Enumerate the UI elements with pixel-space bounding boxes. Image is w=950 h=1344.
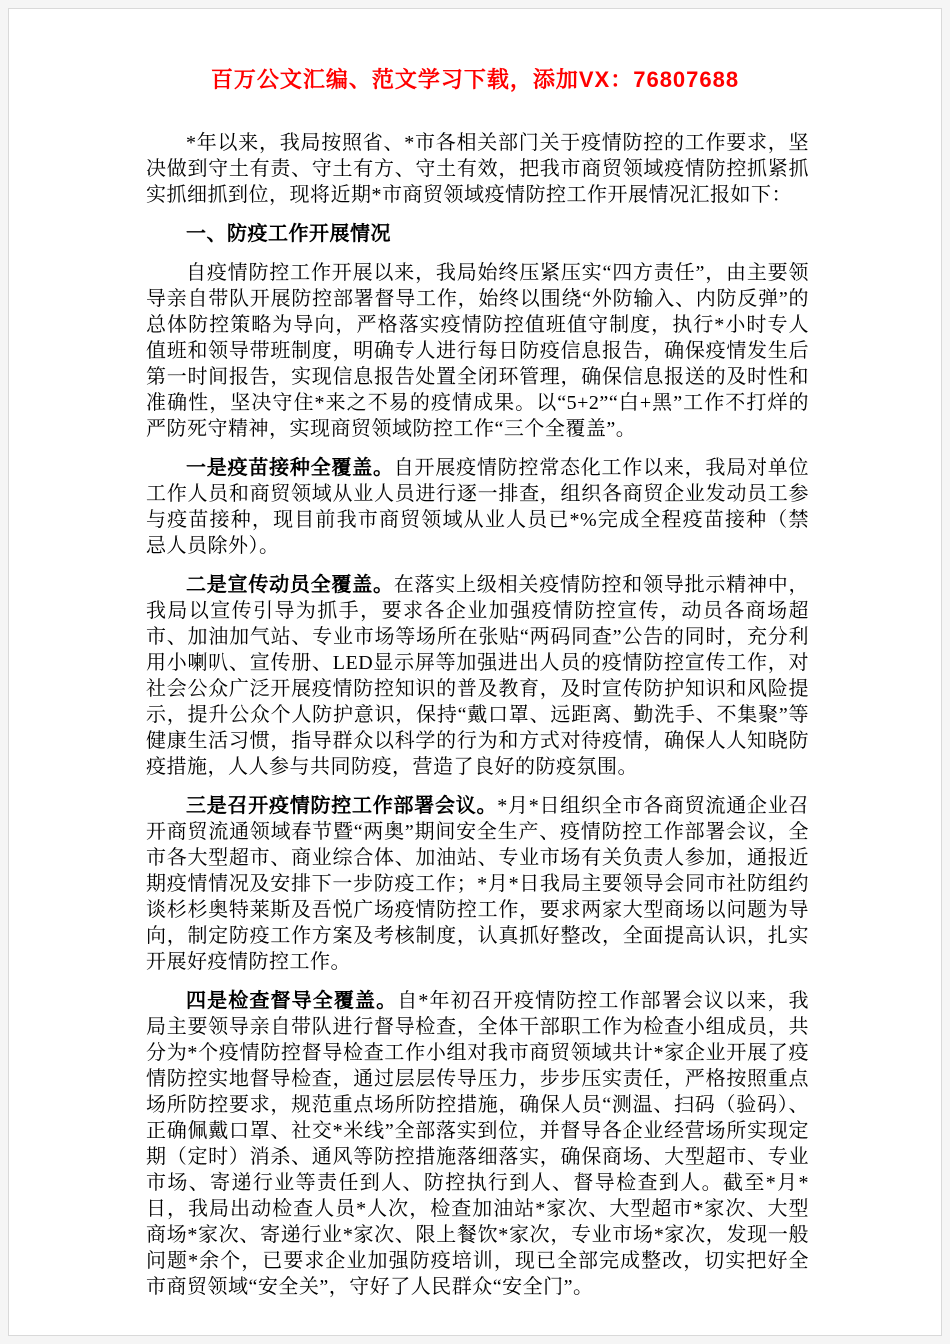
paragraph: 二是宣传动员全覆盖。在落实上级相关疫情防控和领导批示精神中，我局以宣传引导为抓手，要求各企业加强疫情防控宣传，动员各商场超市、加油加气站、专业市场等场所在张贴“两码同查”公告的同时，充分利用小喇叭、宣传册、LED显示屏等加强进出人员的疫情防控宣传工作，对社会公众广泛开展疫情防控知识的普及教育，及时宣传防护知识和风险提示，提升公众个人防护意识，保持“戴口罩、远距离、勤洗手、不集聚”等健康生活习惯，指导群众以科学的行为和方式对待疫情，确保人人知晓防疫措施，人人参与共同防疫，营造了良好的防疫氛围。 [146, 574, 810, 778]
paragraph-lead: 一是疫苗接种全覆盖。 [186, 457, 394, 479]
paragraph: 自疫情防控工作开展以来，我局始终压紧压实“四方责任”，由主要领导亲自带队开展防控部署督导工作，始终以围绕“外防输入、内防反弹”的总体防控策略为导向，严格落实疫情防控值班值守制度，执行*小时专人值班和领导带班制度，明确专人进行每日防疫信息报告，确保疫情发生后第一时间报告，实现信息报告处置全闭环管理，确保信息报送的及时性和准确性，坚决守住*来之不易的疫情成果。以“5+2”“白+黑”工作不打烊的严防死守精神，实现商贸领域防控工作“三个全覆盖”。 [146, 262, 809, 440]
paragraph-lead: 四是检查督导全覆盖。 [186, 990, 398, 1012]
paragraph-lead: 二是宣传动员全覆盖。 [186, 574, 394, 596]
paragraph-lead: 一、防疫工作开展情况 [186, 223, 391, 245]
paragraph: 四是检查督导全覆盖。自*年初召开疫情防控工作部署会议以来，我局主要领导亲自带队进行督导检查，全体干部职工作为检查小组成员，共分为*个疫情防控督导检查工作小组对我市商贸领域共计*家企业开展了疫情防控实地督导检查，通过层层传导压力，步步压实责任，严格按照重点场所防控要求，规范重点场所防控措施，确保人员“测温、扫码（验码）、正确佩戴口罩、社交*米线”全部落实到位，并督导各企业经营场所实现定期（定时）消杀、通风等防控措施落细落实，确保商场、大型超市、专业市场、寄递行业等责任到人、防控执行到人、督导检查到人。截至*月*日，我局出动检查人员*人次，检查加油站*家次、大型超市*家次、大型商场*家次、寄递行业*家次、限上餐饮*家次，专业市场*家次，发现一般问题*余个，已要求企业加强防疫培训，现已全部完成整改，切实把好全市商贸领域“安全关”，守好了人民群众“安全门”。 [146, 990, 810, 1298]
paragraph: 一是疫苗接种全覆盖。自开展疫情防控常态化工作以来，我局对单位工作人员和商贸领域从业人员进行逐一排查，组织各商贸企业发动员工参与疫苗接种，现目前我市商贸领域从业人员已*%完成全程疫苗接种（禁忌人员除外）。 [146, 457, 810, 557]
document-body [146, 130, 809, 1300]
paragraph: 三是召开疫情防控工作部署会议。*月*日组织全市各商贸流通企业召开商贸流通领域春节暨“两奥”期间安全生产、疫情防控工作部署会议，全市各大型超市、商业综合体、加油站、专业市场有关负责人参加，通报近期疫情情况及安排下一步防疫工作；*月*日我局主要领导会同市社防组约谈杉杉奥特莱斯及吾悦广场疫情防控工作，要求两家大型商场以问题为导向，制定防疫工作方案及考核制度，认真抓好整改，全面提高认识，扎实开展好疫情防控工作。 [146, 795, 809, 973]
document-page [8, 8, 942, 1336]
paragraph: *年以来，我局按照省、*市各相关部门关于疫情防控的工作要求，坚决做到守土有责、守土有方、守土有效，把我市商贸领域疫情防控抓紧抓实抓细抓到位，现将近期*市商贸领域疫情防控工作开展情况汇报如下： [146, 132, 809, 206]
section-heading [146, 221, 809, 247]
paragraph-lead: 三是召开疫情防控工作部署会议。 [186, 795, 498, 817]
header-notice: 百万公文汇编、范文学习下载，添加VX：76807688 [210, 67, 740, 92]
